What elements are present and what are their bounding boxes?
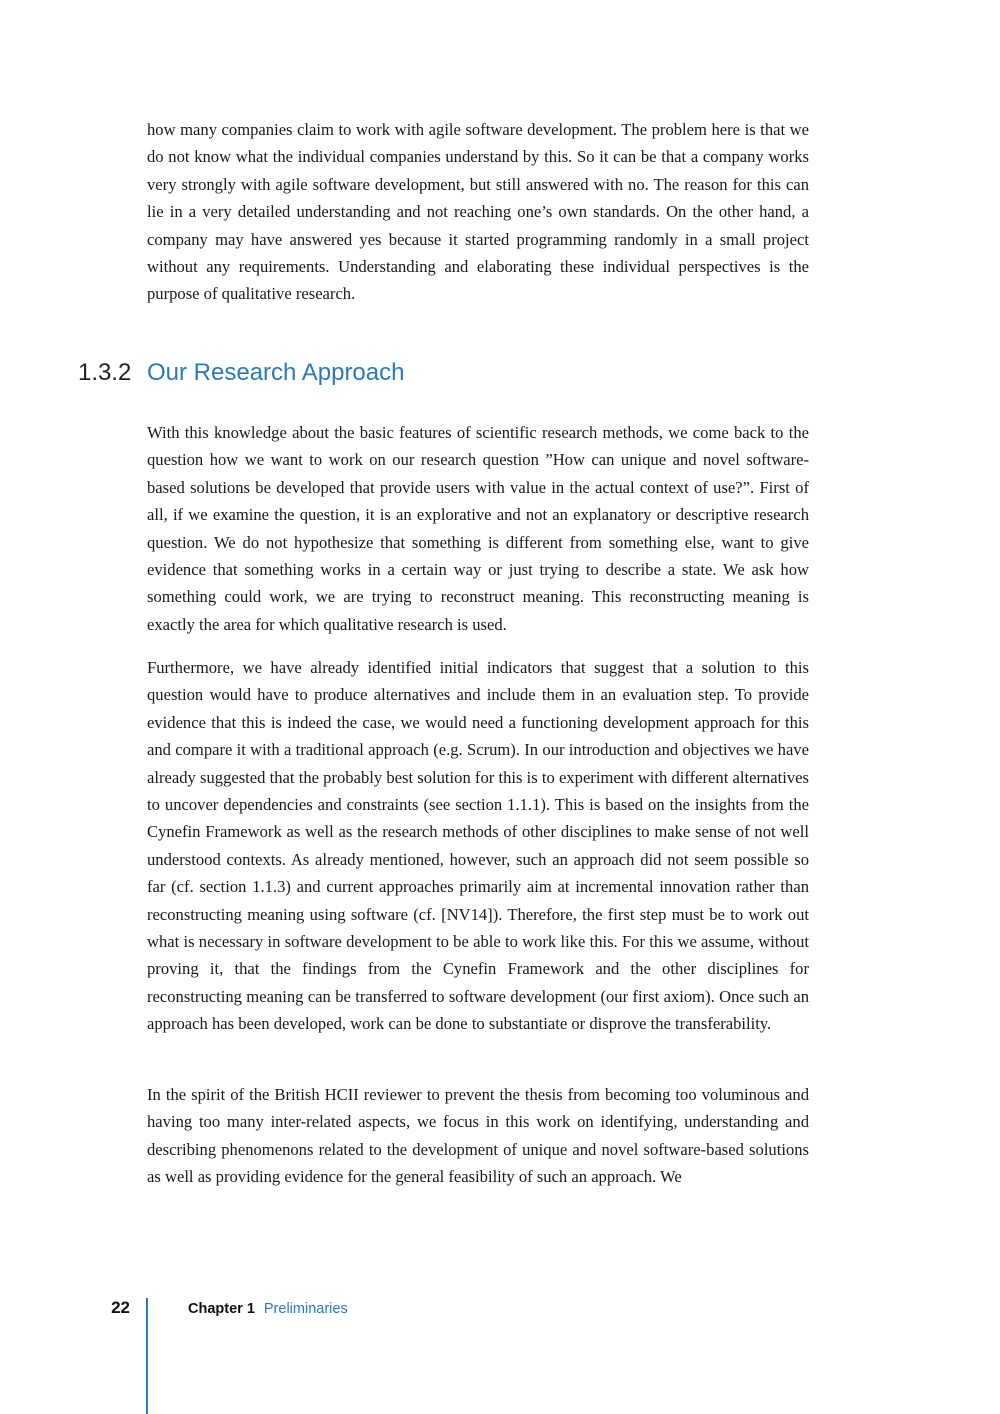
footer-divider <box>146 1298 148 1414</box>
paragraph-indicators: Furthermore, we have already identified initial indicators that suggest that a solution to this question would have to produce alternatives and include them in an evaluation step. To provide evidence that this is indeed the case, we would need a functioning development approach for this and compare it with a traditional approach (e.g. Scrum). In our introduction and objectives we have already suggested that the probably best solution for this is to experiment with different alternatives to uncover dependencies and constraints (see section 1.1.1). This is based on the insights from the Cynefin Framework as well as the research methods of other disciplines to make sense of not well understood contexts. As already mentioned, however, such an approach did not seem possible so far (cf. section 1.1.3) and current approaches primarily aim at incremental innovation rather than reconstructing meaning using software (cf. [NV14]). Therefore, the first step must be to work out what is necessary in software development to be able to work like this. For this we assume, without proving it, that the findings from the Cynefin Framework and the other disciplines for reconstructing meaning can be transferred to software development (our first axiom). Once such an approach has been developed, work can be done to substantiate or disprove the transferability. <box>147 658 809 1034</box>
section-title: Our Research Approach <box>147 359 405 386</box>
paragraph-intro: how many companies claim to work with agile software development. The problem here is that we do not know what the individual companies understand by this. So it can be that a company works very strongly with agile software development, but still answered with no. The reason for this can lie in a very detailed understanding and not reaching one’s own standards. On the other hand, a company may have answered yes because it started programming randomly in a small project without any requirements. Understanding and elaborating these individual perspectives is the purpose of qualitative research. <box>147 120 809 304</box>
chapter-label: Chapter 1 <box>188 1301 255 1317</box>
chapter-title: Preliminaries <box>263 1301 348 1317</box>
paragraph-focus: In the spirit of the British HCII reviewer to prevent the thesis from becoming too voluminous and having too many inter-related aspects, we focus in this work on identifying, understanding and describing phenomenons related to the development of unique and novel software-based solutions as well as providing evidence for the general feasibility of such an approach. We <box>147 1085 809 1187</box>
paragraph-research-question: With this knowledge about the basic features of scientific research methods, we come back to the question how we want to work on our research question ”How can unique and novel software-based solutions be developed that provide users with value in the actual context of use?”. First of all, if we examine the question, it is an explorative and not an explanatory or descriptive research question. We do not hypothesize that something is different from something else, want to give evidence that something works in a certain way or just trying to describe a state. We ask how something could work, we are trying to reconstruct meaning. This reconstructing meaning is exactly the area for which qualitative research is used. <box>147 423 809 634</box>
page-number: 22 <box>111 1298 130 1317</box>
running-footer <box>188 1301 348 1317</box>
section-number: 1.3.2 <box>78 359 132 386</box>
section-heading <box>78 357 404 389</box>
